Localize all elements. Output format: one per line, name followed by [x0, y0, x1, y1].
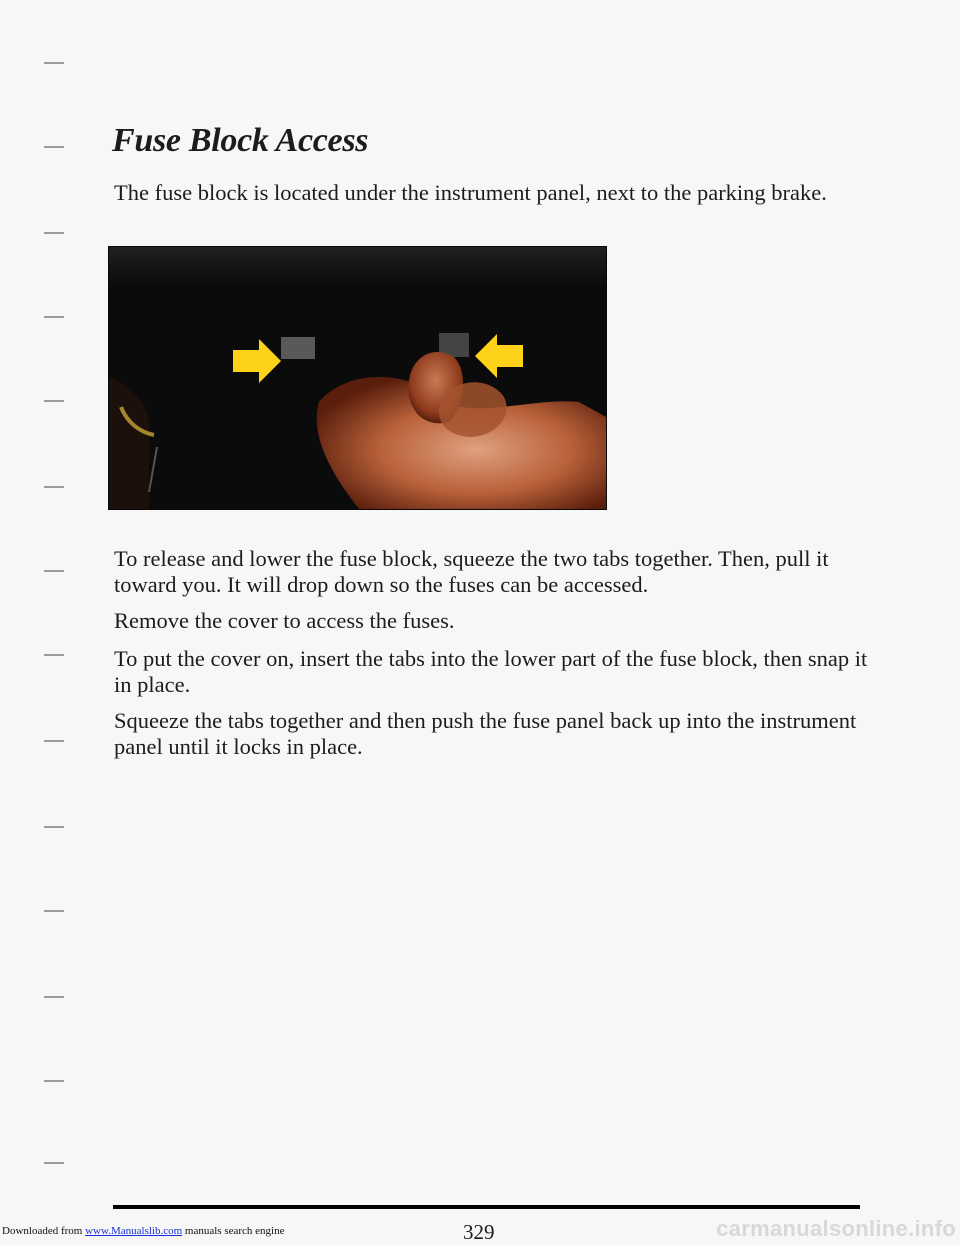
release-paragraph: To release and lower the fuse block, squeeze the two tabs together. Then, pull it toward you. It will drop down so the fuses can be accessed. — [114, 546, 829, 597]
margin-tick — [44, 1080, 64, 1082]
footer-rule — [113, 1205, 860, 1209]
margin-tick — [44, 62, 64, 64]
reinstall-paragraph: Squeeze the tabs together and then push the fuse panel back up into the instrument panel until it locks in place. — [114, 708, 857, 759]
margin-tick — [44, 400, 64, 402]
margin-tick — [44, 570, 64, 572]
page-number: 329 — [463, 1220, 495, 1244]
margin-tick — [44, 1162, 64, 1164]
cover-install-paragraph: To put the cover on, insert the tabs into the lower part of the fuse block, then snap it in place. — [114, 646, 868, 697]
margin-tick — [44, 146, 64, 148]
section-heading: Fuse Block Access — [112, 122, 369, 159]
site-watermark: carmanualsonline.info — [716, 1216, 956, 1241]
manualslib-link[interactable]: www.Manualslib.com — [85, 1225, 183, 1237]
intro-paragraph: The fuse block is located under the instrument panel, next to the parking brake. — [114, 180, 827, 205]
margin-tick — [44, 232, 64, 234]
margin-tick — [44, 486, 64, 488]
margin-tick — [44, 996, 64, 998]
margin-tick — [44, 316, 64, 318]
footer-suffix: manuals search engine — [182, 1225, 285, 1237]
footer-prefix: Downloaded from — [2, 1225, 86, 1237]
download-footer — [2, 1225, 284, 1237]
margin-tick — [44, 910, 64, 912]
margin-tick — [44, 826, 64, 828]
margin-tick — [44, 654, 64, 656]
margin-tick — [44, 740, 64, 742]
fuse-block-photo — [109, 247, 606, 509]
remove-cover-paragraph: Remove the cover to access the fuses. — [114, 608, 455, 633]
